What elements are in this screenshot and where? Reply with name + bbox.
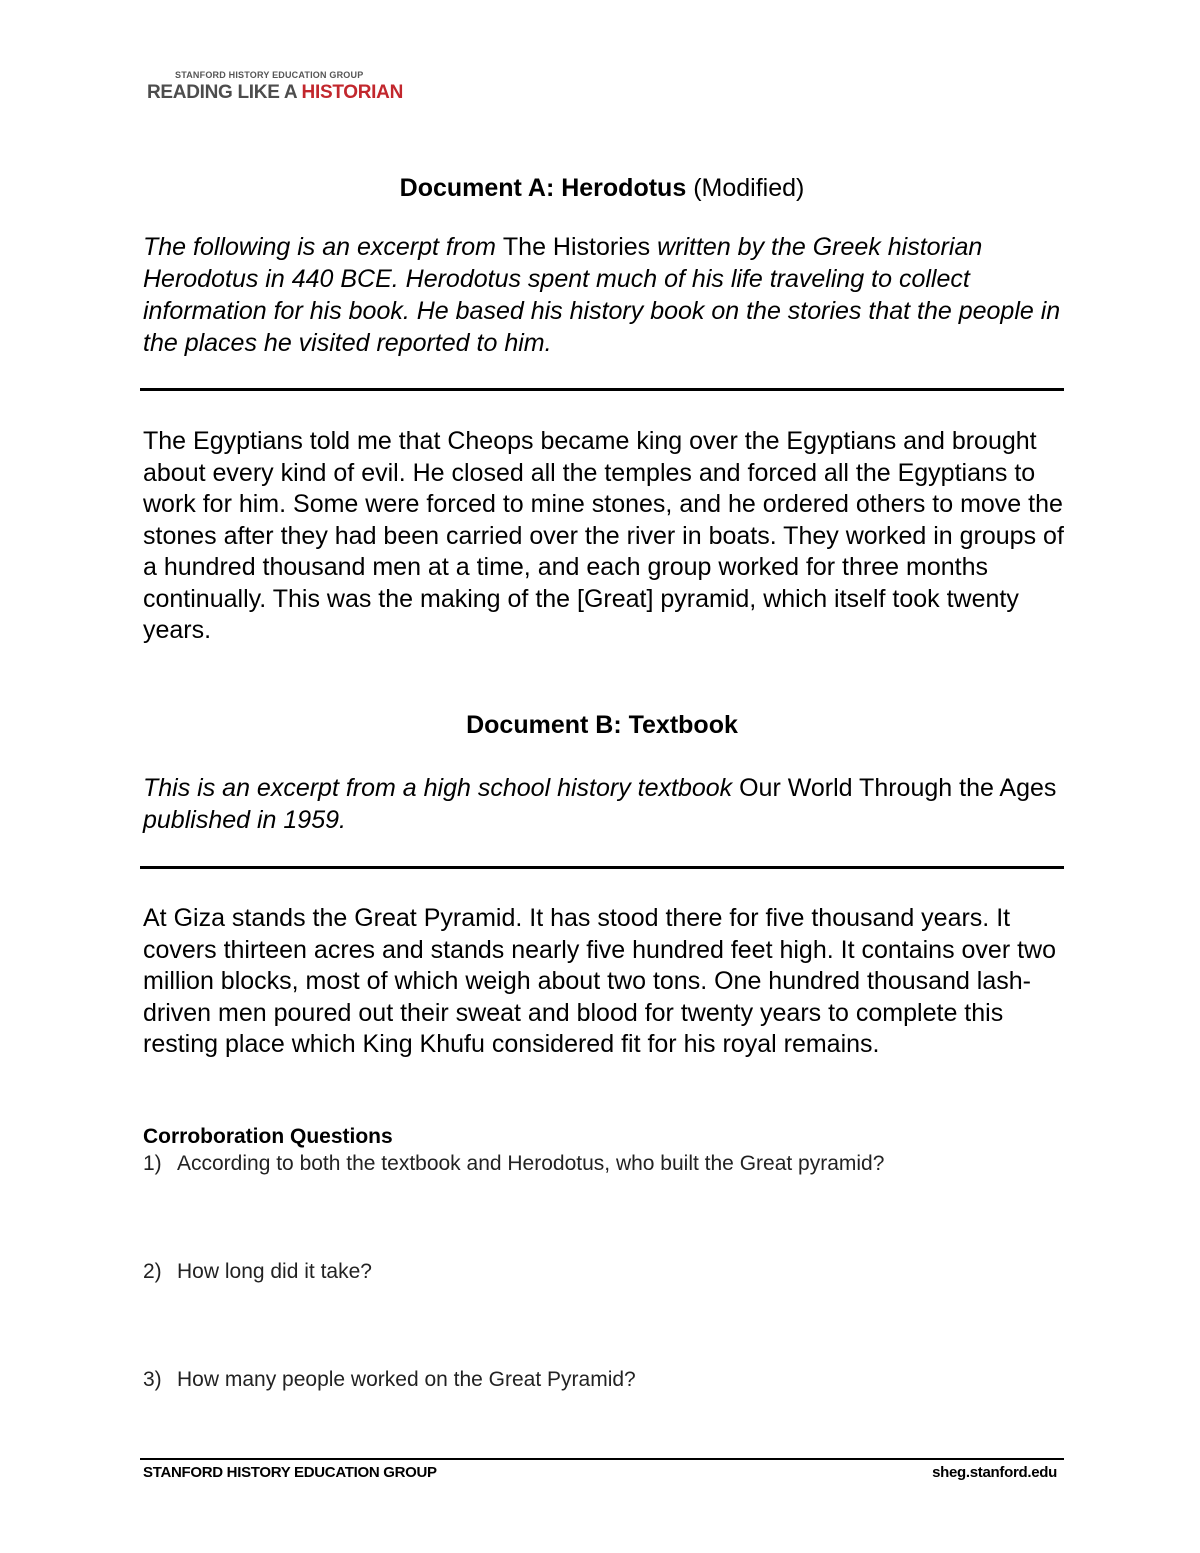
document-b-book-title: Our World Through the Ages [739,774,1057,802]
logo-title-part1: READING LIKE A [147,82,302,103]
question-number: 1) [143,1152,162,1175]
question-text: How many people worked on the Great Pyramid? [177,1368,636,1391]
logo-title [147,81,404,105]
document-a-title-note: (Modified) [693,174,805,202]
document-a-excerpt: The Egyptians told me that Cheops became king over the Egyptians and brought about every kind of evil. He closed all the temples and forced all the Egyptians to work for him. Some were forced to mine stones, and he ordered others to move the stones after they had been carried over the river in boats. They worked in groups of a hundred thousand men at a time, and each group worked for three months continually. This was the making of the [Great] pyramid, which itself took twenty years. [143,427,1064,644]
document-a-intro-lead: The following is an excerpt from [143,233,503,261]
document-b-excerpt: At Giza stands the Great Pyramid. It has stood there for five thousand years. It covers thirteen acres and stands nearly five hundred feet high. It contains over two million blocks, most of which weigh about two tons. One hundred thousand lash-driven men poured out their sweat and blood for twenty years to complete this resting place which King Khufu considered fit for his royal remains. [143,904,1057,1058]
question-item [143,1367,636,1393]
document-b-divider [140,866,1064,869]
footer-divider [140,1458,1064,1460]
footer-organization: STANFORD HISTORY EDUCATION GROUP [143,1464,437,1481]
document-a-title [140,173,1064,203]
document-b-intro [143,772,1068,836]
question-item [143,1151,884,1177]
logo-title-part2: HISTORIAN [301,82,404,103]
question-text: According to both the textbook and Herodotus, who built the Great pyramid? [177,1152,885,1175]
document-a-title-text: Document A: Herodotus [399,174,687,202]
document-a-intro [143,231,1068,359]
reading-like-a-historian-logo [147,70,404,105]
question-number: 3) [143,1368,162,1391]
document-a-intro-rest: written by the Greek historian Herodotus in 440 BCE. Herodotus spent much of his life traveling to collect information for his book. He based his history book on the stories that the people in the places he visited reported to him. [143,233,1061,357]
question-text: How long did it take? [177,1260,372,1283]
question-number: 2) [143,1260,162,1283]
document-b-intro-lead: This is an excerpt from a high school history textbook [143,774,740,802]
document-a-divider [140,388,1064,391]
corroboration-questions [143,1124,1068,1391]
footer-website: sheg.stanford.edu [932,1464,1057,1481]
logo-tagline: STANFORD HISTORY EDUCATION GROUP [175,70,364,80]
questions-heading: Corroboration Questions [143,1125,393,1148]
document-b-intro-rest: published in 1959. [143,806,346,834]
document-b-title: Document B: Textbook [466,711,738,739]
document-a-book-title: The Histories [502,233,651,261]
question-item [143,1259,372,1285]
